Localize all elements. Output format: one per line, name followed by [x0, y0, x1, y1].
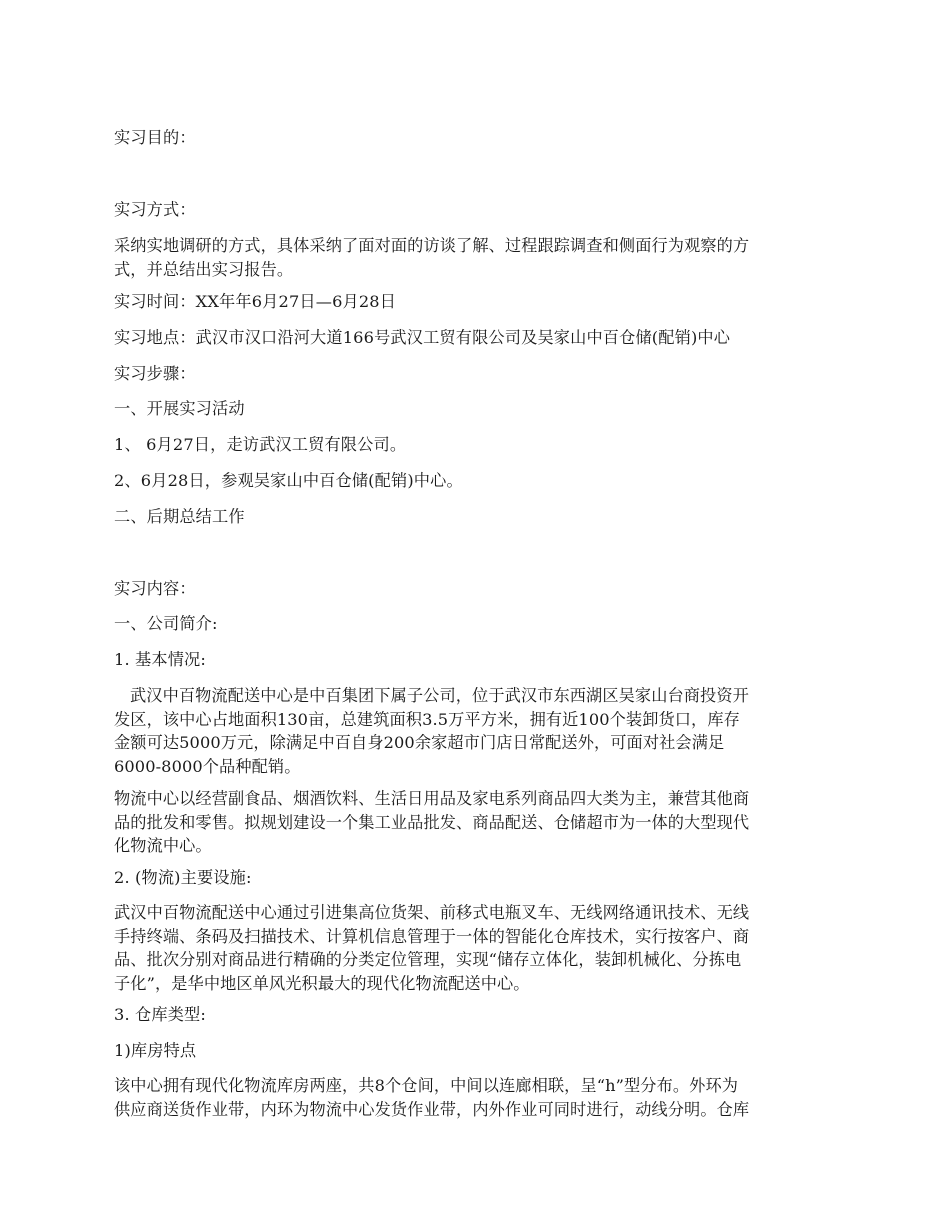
step-one-item-1: 1、 6月27日，走访武汉工贸有限公司。 [114, 435, 407, 454]
facilities-line-1: 武汉中百物流配送中心通过引进集高位货架、前移式电瓶叉车、无线网络通讯技术、无线 [114, 903, 750, 922]
storage-line-2: 供应商送货作业带，内环为物流中心发货作业带，内外作业可同时进行，动线分明。仓库 [114, 1099, 750, 1119]
storage-line-1: 该中心拥有现代化物流库房两座，共8个仓间，中间以连廊相联，呈“h”型分布。外环为 [114, 1076, 739, 1095]
basic-heading: 1. 基本情况: [114, 650, 206, 669]
time-line: 实习时间：XX年年6月27日—6月28日 [114, 292, 397, 311]
step-one-item-2: 2、6月28日，参观吴家山中百仓储(配销)中心。 [114, 471, 463, 490]
step-two-heading: 二、后期总结工作 [114, 507, 245, 526]
facilities-line-2: 手持终端、条码及扫描技术、计算机信息管理于一体的智能化仓库技术，实行按客户、商 [114, 926, 750, 946]
business-line-2: 品的批发和零售。拟规划建设一个集工业品批发、商品配送、仓储超市为一体的大型现代 [114, 812, 750, 832]
basic-line-2: 发区，该中心占地面积130亩，总建筑面积3.5万平方米，拥有近100个装卸货口，库存 [114, 709, 740, 729]
facilities-paragraph [114, 901, 842, 995]
business-line-3: 化物流中心。 [114, 836, 212, 855]
facilities-line-3: 品、批次分别对商品进行精确的分类定位管理，实现“储存立体化，装卸机械化、分拣电 [114, 950, 742, 969]
storage-heading: 1)库房特点 [114, 1041, 197, 1060]
basic-paragraph [114, 684, 842, 778]
place-line: 实习地点：武汉市汉口沿河大道166号武汉工贸有限公司及吴家山中百仓储(配销)中心 [114, 328, 731, 347]
steps-heading: 实习步骤： [114, 364, 196, 383]
step-one-heading: 一、开展实习活动 [114, 399, 245, 418]
method-line-2: 式，并总结出实习报告。 [114, 259, 294, 279]
content-heading: 实习内容： [114, 579, 196, 598]
purpose-heading: 实习目的： [114, 128, 196, 147]
method-paragraph [114, 234, 842, 281]
storage-paragraph [114, 1074, 842, 1121]
warehouse-heading: 3. 仓库类型: [114, 1005, 206, 1024]
basic-line-3: 金额可达5000万元，除满足中百自身200余家超市门店日常配送外，可面对社会满足 [114, 733, 725, 752]
method-heading: 实习方式： [114, 200, 196, 219]
facilities-heading: 2. (物流)主要设施: [114, 868, 252, 887]
facilities-line-4: 子化”，是华中地区单风光积最大的现代化物流配送中心。 [114, 973, 530, 993]
business-paragraph [114, 787, 842, 858]
basic-line-4: 6000-8000个品种配销。 [114, 756, 301, 776]
business-line-1: 物流中心以经营副食品、烟酒饮料、生活日用品及家电系列商品四大类为主，兼营其他商 [114, 789, 750, 808]
basic-line-1: 武汉中百物流配送中心是中百集团下属子公司，位于武汉市东西湖区吴家山台商投资开 [130, 686, 749, 705]
method-line-1: 采纳实地调研的方式，具体采纳了面对面的访谈了解、过程跟踪调查和侧面行为观察的方 [114, 236, 750, 255]
company-heading: 一、公司简介: [114, 614, 218, 633]
